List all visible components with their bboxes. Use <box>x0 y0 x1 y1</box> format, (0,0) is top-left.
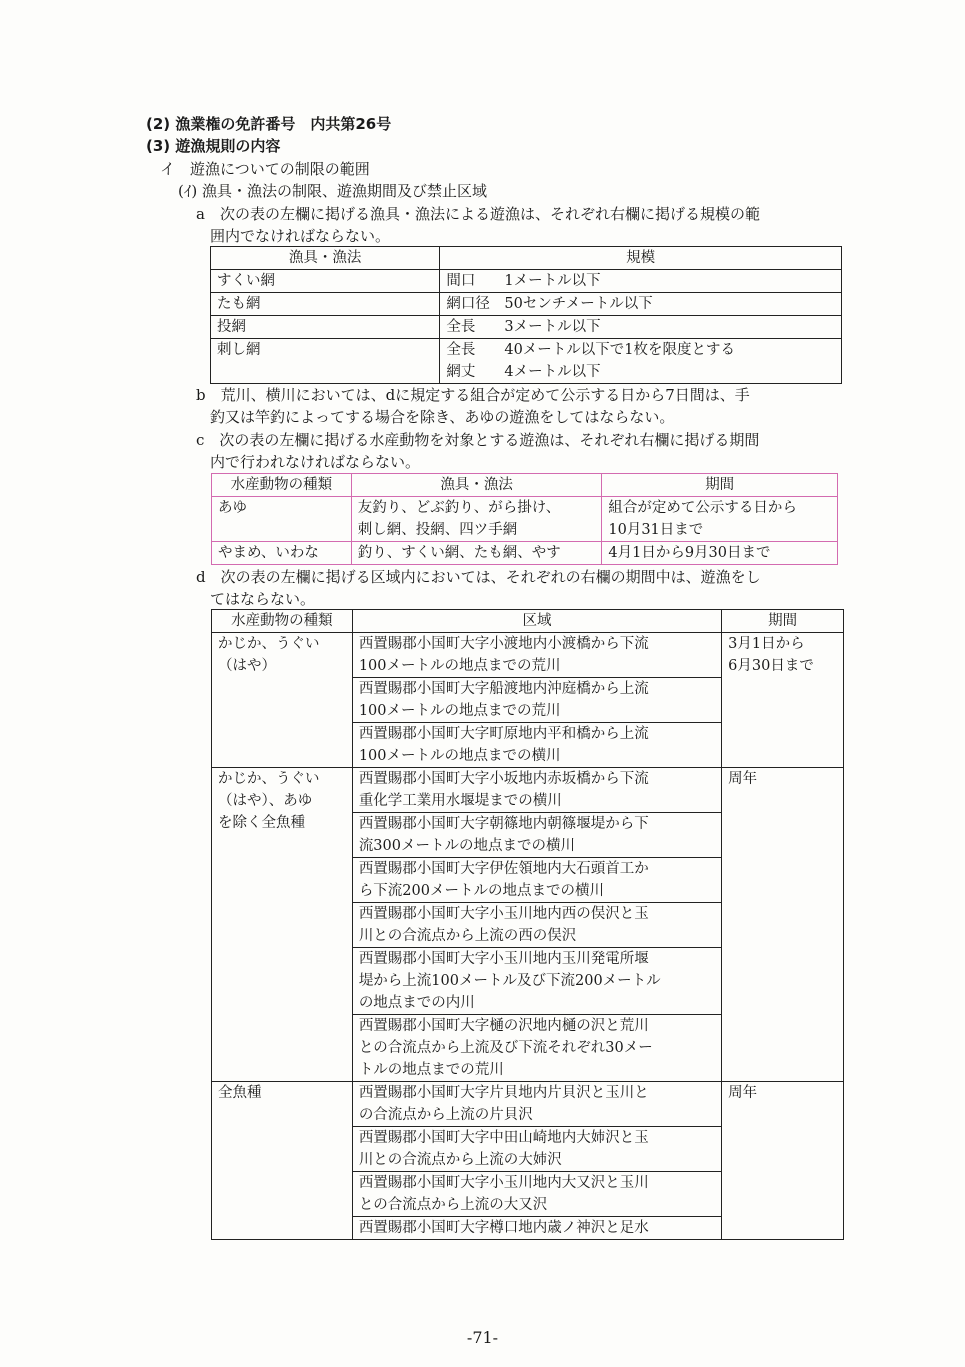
area-line: 西置賜郡小国町大字小渡地内小渡橋から下流 <box>358 636 649 652</box>
scale-cell: 網口径 50センチメートル以下 <box>440 293 842 316</box>
area-line: 西置賜郡小国町大字船渡地内沖庭橋から上流 <box>358 681 649 697</box>
species-line: かじか、うぐい <box>218 636 320 652</box>
area-line: ら下流200メートルの地点までの横川 <box>358 883 604 899</box>
gear-cell: たも網 <box>211 293 440 316</box>
column-header-gear: 漁具・漁法 <box>351 474 602 497</box>
period-cell <box>722 633 844 768</box>
scale-line: 網丈 4メートル以下 <box>446 364 601 380</box>
gear-cell: 釣り、すくい網、たも網、やす <box>351 542 602 565</box>
area-cell <box>352 768 721 813</box>
area-line: 流300メートルの地点までの横川 <box>358 838 575 854</box>
prohibited-area-table <box>211 609 844 1240</box>
heading-rules: (3) 遊漁規則の内容 <box>146 137 281 155</box>
area-line: 西置賜郡小国町大字小坂地内赤坂橋から下流 <box>358 771 649 787</box>
area-cell <box>352 1172 721 1217</box>
gear-cell <box>351 497 602 542</box>
area-line: 西置賜郡小国町大字片貝地内片貝沢と玉川と <box>358 1085 649 1101</box>
period-cell <box>722 1082 844 1240</box>
area-cell <box>352 858 721 903</box>
gear-scale-table <box>210 246 842 384</box>
area-line: 100メートルの地点までの荒川 <box>358 703 561 719</box>
area-line: との合流点から上流及び下流それぞれ30メー <box>358 1040 653 1056</box>
species-cell <box>212 768 353 1082</box>
area-cell <box>352 678 721 723</box>
area-line: 西置賜郡小国町大字朝篠地内朝篠堰堤から下 <box>358 816 649 832</box>
period-line: 3月1日から <box>728 636 805 652</box>
area-cell <box>352 903 721 948</box>
page-number: -71- <box>466 1328 499 1347</box>
table-row <box>212 497 838 542</box>
table-row <box>211 339 842 384</box>
table-row <box>212 768 844 813</box>
paragraph-b-line2: 釣又は竿釣によってする場合を除き、あゆの遊漁をしてはならない。 <box>210 408 675 426</box>
period-line: 6月30日まで <box>728 658 814 674</box>
paragraph-a-line2: 囲内でなければならない。 <box>210 227 391 245</box>
area-line: 西置賜郡小国町大字小玉川地内西の俣沢と玉 <box>358 906 649 922</box>
area-line: 川との合流点から上流の大姉沢 <box>358 1152 562 1168</box>
period-line: 周年 <box>728 771 758 787</box>
area-line: の合流点から上流の片貝沢 <box>358 1107 533 1123</box>
area-line: 100メートルの地点までの横川 <box>358 748 561 764</box>
paragraph-d-line2: てはならない。 <box>210 590 316 608</box>
period-line: 組合が定めて公示する日から <box>608 500 797 516</box>
area-line: 西置賜郡小国町大字樋の沢地内樋の沢と荒川 <box>358 1018 649 1034</box>
species-line: かじか、うぐい <box>218 771 320 787</box>
species-line: を除く全魚種 <box>218 815 305 831</box>
gear-line: 刺し網、投網、四ツ手網 <box>357 522 518 538</box>
area-line: 100メートルの地点までの荒川 <box>358 658 561 674</box>
species-line: 全魚種 <box>218 1085 262 1101</box>
column-header-scale: 規模 <box>440 247 842 270</box>
area-line: 西置賜郡小国町大字小玉川地内玉川発電所堰 <box>358 951 649 967</box>
gear-cell: すくい網 <box>211 270 440 293</box>
table-row <box>211 293 842 316</box>
area-cell <box>352 1217 721 1240</box>
period-cell <box>722 768 844 1082</box>
scale-line: 全長 40メートル以下で1枚を限度とする <box>446 342 736 358</box>
table-row <box>211 270 842 293</box>
paragraph-c-line2: 内で行われなければならない。 <box>210 453 421 471</box>
period-line: 周年 <box>728 1085 758 1101</box>
paragraph-c-line1: c 次の表の左欄に掲げる水産動物を対象とする遊漁は、それぞれ右欄に掲げる期間 <box>196 431 760 449</box>
gear-line: 友釣り、どぶ釣り、がら掛け、 <box>357 500 561 516</box>
column-header-area: 区域 <box>352 610 721 633</box>
paragraph-b-line1: b 荒川、横川においては、dに規定する組合が定めて公示する日から7日間は、手 <box>196 386 750 404</box>
table-header-row <box>212 610 844 633</box>
area-line: との合流点から上流の大又沢 <box>358 1197 548 1213</box>
table-row <box>212 1082 844 1127</box>
table-header-row <box>212 474 838 497</box>
scale-cell: 間口 1メートル以下 <box>440 270 842 293</box>
item-gear-restrictions: (ｲ) 漁具・漁法の制限、遊漁期間及び禁止区域 <box>178 182 487 200</box>
paragraph-d-line1: d 次の表の左欄に掲げる区域内においては、それぞれの右欄の期間中は、遊漁をし <box>196 568 761 586</box>
area-cell <box>352 1127 721 1172</box>
paragraph-a-line1: a 次の表の左欄に掲げる漁具・漁法による遊漁は、それぞれ右欄に掲げる規模の範 <box>196 205 760 223</box>
species-cell <box>212 633 353 768</box>
area-line: 西置賜郡小国町大字伊佐領地内大石頭首工か <box>358 861 649 877</box>
area-cell <box>352 948 721 1015</box>
species-period-table <box>211 473 838 565</box>
species-cell <box>212 1082 353 1240</box>
area-line: 川との合流点から上流の西の俣沢 <box>358 928 577 944</box>
column-header-period: 期間 <box>722 610 844 633</box>
table-row <box>212 542 838 565</box>
period-cell <box>602 497 838 542</box>
column-header-gear: 漁具・漁法 <box>211 247 440 270</box>
species-cell: あゆ <box>212 497 352 542</box>
period-cell: 4月1日から9月30日まで <box>602 542 838 565</box>
species-line: （はや） <box>218 658 276 674</box>
area-cell <box>352 813 721 858</box>
area-line: 堤から上流100メートル及び下流200メートル <box>358 973 661 989</box>
period-line: 10月31日まで <box>608 522 704 538</box>
area-line: 西置賜郡小国町大字樽口地内歳ノ神沢と足水 <box>358 1220 649 1236</box>
area-line: 西置賜郡小国町大字中田山崎地内大姉沢と玉 <box>358 1130 649 1146</box>
column-header-period: 期間 <box>602 474 838 497</box>
species-cell: やまめ、いわな <box>212 542 352 565</box>
item-restrictions: イ 遊漁についての制限の範囲 <box>160 160 370 178</box>
gear-cell: 刺し網 <box>211 339 440 384</box>
column-header-species: 水産動物の種類 <box>212 610 353 633</box>
area-cell <box>352 723 721 768</box>
area-line: 西置賜郡小国町大字町原地内平和橋から上流 <box>358 726 649 742</box>
gear-cell: 投網 <box>211 316 440 339</box>
column-header-species: 水産動物の種類 <box>212 474 352 497</box>
heading-license-number: (2) 漁業権の免許番号 内共第26号 <box>146 115 392 133</box>
area-cell <box>352 1015 721 1082</box>
area-line: の地点までの内川 <box>358 995 475 1011</box>
area-line: 西置賜郡小国町大字小玉川地内大又沢と玉川 <box>358 1175 649 1191</box>
table-row <box>212 633 844 678</box>
species-line: （はや）、あゆ <box>218 793 313 809</box>
table-row <box>211 316 842 339</box>
area-cell <box>352 633 721 678</box>
area-line: トルの地点までの荒川 <box>358 1062 504 1078</box>
area-line: 重化学工業用水堰堤までの横川 <box>358 793 562 809</box>
scale-cell: 全長 3メートル以下 <box>440 316 842 339</box>
scale-cell <box>440 339 842 384</box>
table-header-row <box>211 247 842 270</box>
area-cell <box>352 1082 721 1127</box>
